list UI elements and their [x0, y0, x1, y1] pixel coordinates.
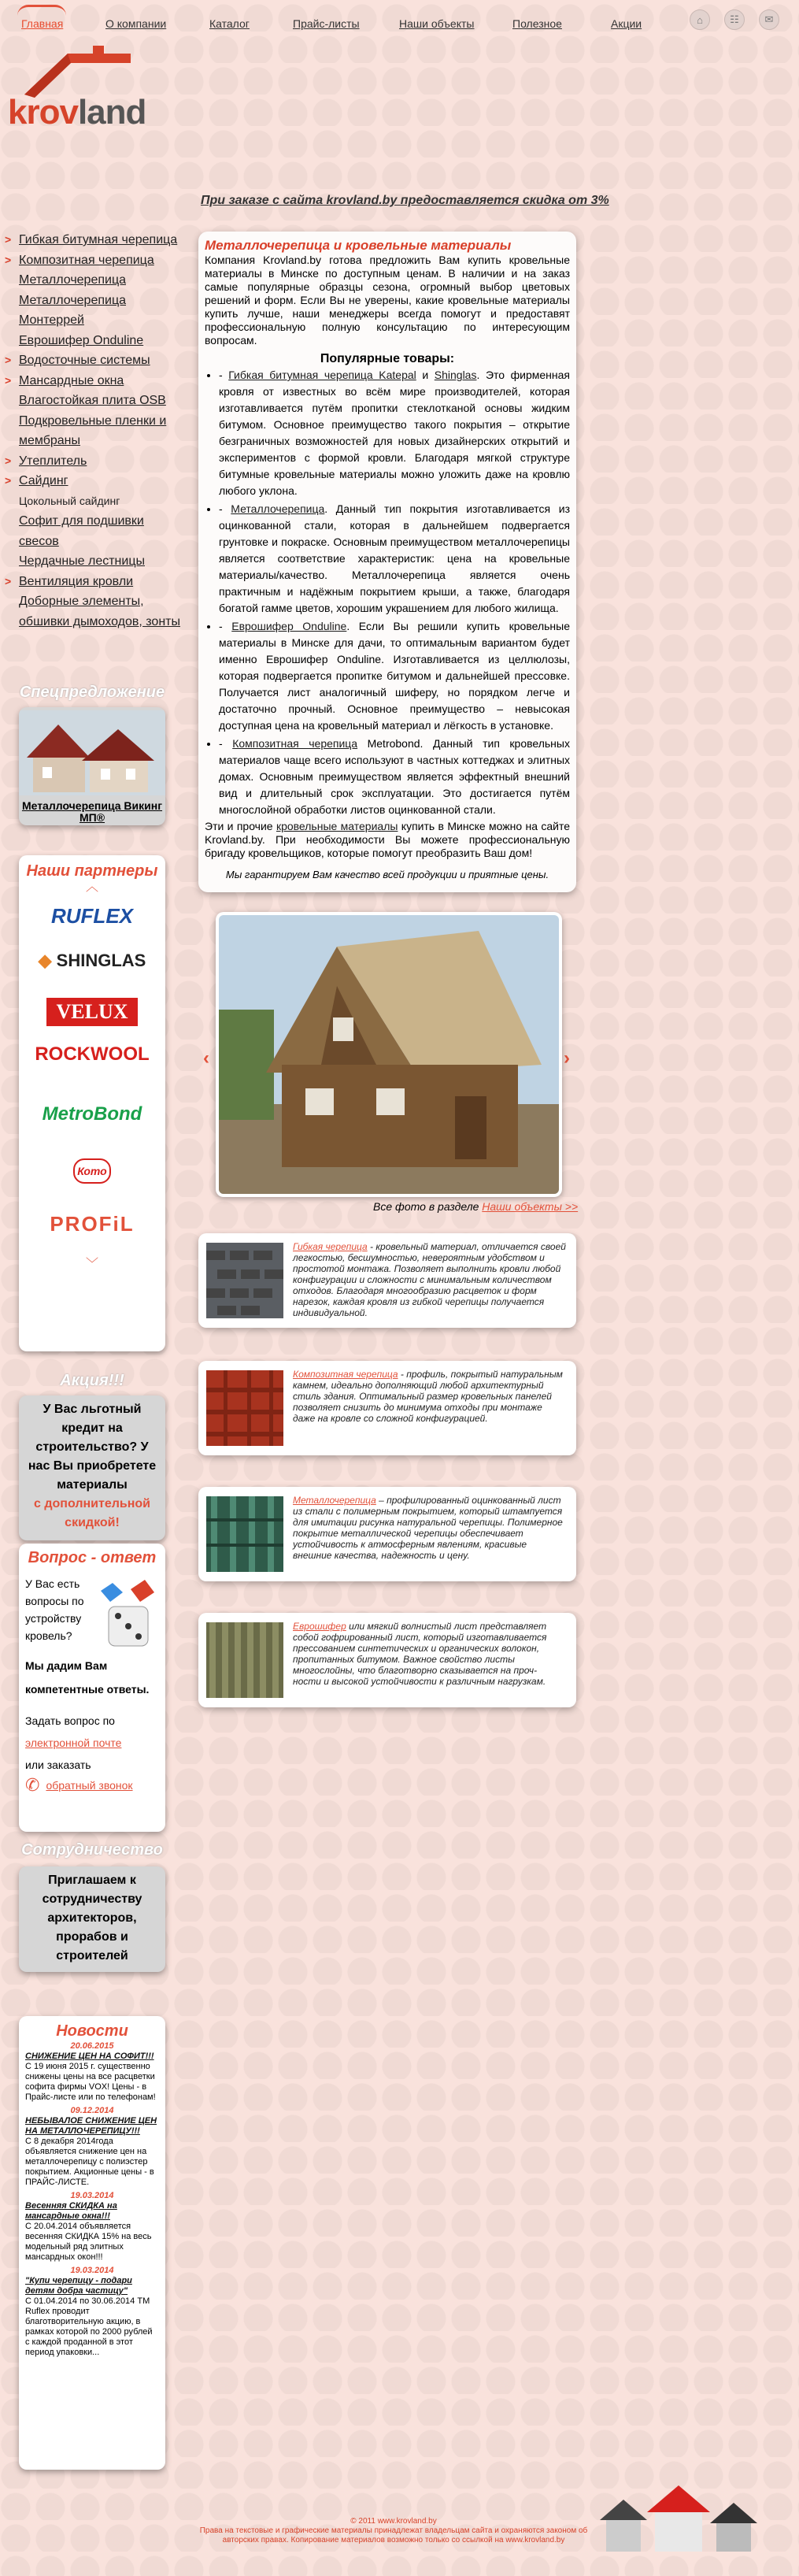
partner-logo-rockwool[interactable]: ROCKWOOL	[35, 1043, 150, 1065]
product-description	[293, 1369, 567, 1424]
logo-text-land: land	[77, 93, 146, 132]
partner-logo-profil[interactable]: PROFiL	[50, 1212, 135, 1236]
popular-heading: Популярные товары:	[320, 352, 455, 365]
text: . Если Вы решили купить кровельные материалы в Минске для дачи, то оптимальным вариантом будет именно Еврошифер Onduline. Изготавливается из целлюлозы, которая подвергается пропитке битумом и дальнейшей прессовке. Получается лист аналогичный шиферу, но порядком легче и достаточно прочный. Основное преимущество – невысокая доступная цена на кровельный материал и лёгкость в установке.	[219, 620, 570, 732]
arrow-icon: >	[5, 474, 12, 487]
list-item: • - Металлочерепица. Данный тип покрытия изготавливается из оцинкованной стали, которая в дальнейшем подвергается грунтовке и покраске. Основным преимуществом металлочерепицы является соответствие характеристик: цена на кровельные материалы/качество. Металлочерепица является очень практичным и надёжным покрытием крыши, а также, благодаря богатой гамме цветов, хорошим украшением для любого жилища.	[219, 501, 570, 617]
outro-text	[205, 820, 570, 860]
sidebar-item[interactable]: Монтеррей	[19, 313, 84, 327]
qa-or-label: или заказать	[25, 1759, 91, 1771]
news-link[interactable]: НЕБЫВАЛОЕ СНИЖЕНИЕ ЦЕН НА МЕТАЛЛОЧЕРЕПИЦУ!!!	[25, 2116, 157, 2136]
page-title: Металлочерепица и кровельные материалы	[205, 238, 512, 253]
actions-title: Акция!!!	[60, 1372, 124, 1389]
sidebar-item[interactable]	[0, 371, 187, 391]
slider-prev-icon[interactable]: ‹	[203, 1047, 209, 1069]
partner-logo-metrobond[interactable]: MetroBond	[42, 1103, 142, 1125]
special-offer-box[interactable]	[19, 707, 165, 825]
coop-text: Приглашаем к сотрудничеству архитекторов, прорабов и строителей	[42, 1874, 142, 1963]
sidebar-item-label: Вентиляция кровли	[19, 574, 134, 588]
nav-active-indicator	[17, 5, 66, 16]
sidebar-item[interactable]	[0, 230, 187, 250]
house-photo	[219, 915, 559, 1194]
special-offer-product[interactable]: Металлочерепица Викинг МП®	[21, 799, 163, 824]
nav-about[interactable]: О компании	[105, 17, 167, 30]
news-box	[19, 2016, 165, 2470]
photo-slider[interactable]	[216, 912, 562, 1197]
news-text: С 20.04.2014 объявляется весенняя СКИДКА 15% на весь модельный ряд элитных мансардных окон!!!	[25, 2222, 152, 2262]
guarantee-text: Мы гарантируем Вам качество всей продукции и приятные цены.	[225, 869, 549, 880]
sidebar-item-label: Мансардные окна	[19, 373, 124, 387]
text: Metrobond. Данный тип кровельных материалов чаще всего используют в частных коттеджах и элитных домах. Основным преимуществом является эффектный внешний вид и длительный срок эксплуатации. Это достигается путём многослойной обработки листов оцинкованной стали.	[219, 737, 570, 816]
intro-text: Компания Krovland.by готова предложить Вам купить кровельные материалы в Минске по доступным ценам. В наличии и на заказ самые популярные образцы сезона, огромный выбор цветовых решений и форм. Если Вы не уверены, какие кровельные материалы купить лучше, наши менеджеры всегда помогут и предоставят профессиональную полную консультацию по интересующим вопросам.	[205, 254, 570, 347]
qa-title: Вопрос - ответ	[28, 1549, 157, 1566]
news-item	[25, 2106, 159, 2188]
partner-logo-shinglas[interactable]	[19, 951, 165, 971]
text: . Это фирменная кровля от известных во всём мире производителей, которая изготавливается путём пропитки стеклотканой основы жидким битумом. Основное преимущество такого покрытия – открытие безграничных возможностей для новых дизайнерских открытий и экспериментов с формой кровли. Благодаря мягкой структуре битумные кровельные материалы можно уложить даже на кровлю любого уклона.	[219, 369, 570, 497]
product-card[interactable]	[198, 1361, 576, 1455]
slider-next-icon[interactable]: ›	[564, 1047, 570, 1069]
link-roofing-materials[interactable]: кровельные материалы	[276, 820, 398, 832]
product-link[interactable]: Композитная черепица	[293, 1369, 398, 1380]
arrow-icon: >	[5, 233, 12, 246]
news-item	[25, 2266, 159, 2358]
sidebar-item[interactable]	[0, 471, 187, 491]
news-item	[25, 2041, 159, 2103]
sidebar-item[interactable]: Еврошифер Onduline	[19, 333, 144, 347]
news-title: Новости	[56, 2022, 128, 2040]
text: Все фото в разделе	[373, 1200, 483, 1213]
sidebar-item-label: Утеплитель	[19, 454, 87, 468]
coop-box[interactable]	[19, 1866, 165, 1972]
product-card[interactable]	[198, 1487, 576, 1581]
text: купить в Минске можно на сайте Krovland.by. При необходимости Вы можете профессиональную бригаду кровельщиков, которые помогут преобразить Ваш дом!	[205, 820, 571, 859]
partner-logo-velux[interactable]: VELUX	[46, 998, 138, 1026]
sidebar-item[interactable]: Софит для подшивки свесов	[19, 514, 144, 548]
arrow-icon: >	[5, 253, 12, 266]
qa-email-link[interactable]: электронной почте	[25, 1736, 122, 1749]
text: Эти и прочие	[205, 820, 276, 832]
text: – профилированный оцинкованный лист из стали с полимерным покрытием, который штампуется для имитации рисунка натуральной черепицы. Полимерное покрытие металлической черепицы обеспечивает устойчивость к атмосферным явлениям, красивые внешние качества, надежность и цену.	[293, 1495, 563, 1561]
photo-caption	[373, 1200, 578, 1213]
news-text: С 01.04.2014 по 30.06.2014 ТМ Ruflex проводит благотворительную акцию, в рамках которой по 2000 рублей с каждой проданной в этот период упаковки...	[25, 2296, 153, 2357]
sidebar-item-label: Сайдинг	[19, 474, 68, 487]
product-image	[19, 710, 165, 795]
text: - профиль, покрытый натуральным камнем, идеально дополняющий любой архитектурный стиль здания. Оптимальный размер кровельных панелей позволяет снизить до минимума отходы при монтаже даже на кровле со сложной конфигурацией.	[293, 1369, 563, 1424]
partner-logo-koto[interactable]: Кото	[73, 1158, 111, 1184]
news-link[interactable]: "Купи черепицу - подари детям добра частицу"	[25, 2276, 132, 2296]
dice-icon	[93, 1575, 164, 1654]
news-link[interactable]: Весенняя СКИДКА на мансардные окна!!!	[25, 2201, 117, 2221]
sidebar-item-label: Водосточные системы	[19, 354, 150, 367]
objects-link[interactable]: Наши объекты >>	[482, 1200, 579, 1213]
news-date: 20.06.2015	[70, 2041, 114, 2051]
product-thumbnail	[206, 1496, 283, 1572]
qa-ask-label: Задать вопрос по	[25, 1714, 115, 1727]
product-description	[293, 1495, 567, 1561]
product-thumbnail	[206, 1243, 283, 1318]
list-item: • - Композитная черепица Metrobond. Данный тип кровельных материалов чаще всего используют в частных коттеджах и элитных домах. Основным преимуществом является эффектный внешний вид и длительный срок эксплуатации. Это достигается путём многослойной обработки листов оцинкованной стали.	[219, 736, 570, 818]
sidebar-item[interactable]: Металлочерепица	[19, 293, 127, 307]
partners-title: Наши партнеры	[26, 862, 158, 880]
arrow-icon: >	[5, 454, 12, 467]
special-offer-title: Спецпредложение	[19, 684, 165, 701]
list-item: • - Гибкая битумная черепица Katepal и Shinglas. Это фирменная кровля от известных во всём мире производителей, которая изготавливается путём пропитки стеклотканой основы жидким битумом. Основное преимущество такого покрытия – открытие безграничных возможностей для новых дизайнерских открытий и экспериментов с формой кровли. Благодаря мягкой структуре битумные кровельные материалы можно уложить даже на кровлю любого уклона.	[219, 367, 570, 499]
sidebar-item[interactable]: Подкровельные пленки и мембраны	[19, 413, 167, 447]
list-item: • - Еврошифер Onduline. Если Вы решили купить кровельные материалы в Минске для дачи, то оптимальным вариантом будет именно Еврошифер Onduline. Изготавливается из целлюлозы, которая подвергается пропитке битумом и дальнейшей прессовке. Получается лист аналогичный шиферу, но порядком легче и достаточно прочный. Основное преимущество – невысокая доступная цена на кровельный материал и лёгкость в установке.	[219, 618, 570, 734]
footer	[181, 2517, 606, 2545]
news-text: С 8 декабря 2014года объявляется снижение цен на металлочерепицу с полиэстер покрытием. Акционные цены - в ПРАЙС-ЛИСТЕ.	[25, 2137, 154, 2187]
sidebar-item[interactable]	[0, 350, 187, 371]
callback-link[interactable]: обратный звонок	[46, 1779, 133, 1792]
logo[interactable]	[8, 46, 177, 132]
product-link[interactable]: Гибкая черепица	[293, 1241, 368, 1252]
qa-box	[19, 1544, 165, 1832]
product-description	[293, 1241, 567, 1318]
arrow-icon: >	[5, 354, 12, 366]
chevron-up-icon[interactable]: ︿	[85, 880, 98, 894]
main-content	[198, 232, 576, 892]
text: и	[416, 369, 435, 381]
phone-icon: ✆	[25, 1775, 40, 1795]
footer-copyright: © 2011 www.krovland.by	[350, 2517, 437, 2526]
sidebar-item-label: Композитная черепица	[19, 253, 154, 267]
nav-useful[interactable]: Полезное	[512, 17, 562, 30]
sidebar-item[interactable]: Доборные элементы, обшивки дымоходов, зонты	[19, 595, 180, 628]
coop-title: Сотрудничество	[21, 1841, 163, 1859]
sidebar-item[interactable]: Чердачные лестницы	[19, 554, 145, 568]
product-link[interactable]: Металлочерепица	[293, 1495, 376, 1506]
sidebar-item[interactable]: Металлочерепица	[19, 273, 127, 287]
news-date: 19.03.2014	[70, 2266, 114, 2275]
sidebar-item[interactable]: Влагостойкая плита OSB	[19, 394, 166, 407]
actions-text: У Вас льготный кредит на строительство? У нас Вы приобретете материалы	[28, 1403, 157, 1492]
link-shinglas[interactable]: Shinglas	[434, 369, 477, 381]
logo-text-krov: krov	[8, 93, 78, 132]
shinglas-icon: ◆	[38, 951, 52, 970]
sidebar-item[interactable]	[0, 572, 187, 592]
partner-logo-shinglas-text: SHINGLAS	[56, 951, 146, 970]
product-thumbnail	[206, 1622, 283, 1698]
sidebar-menu	[0, 230, 187, 632]
text: . Данный тип покрытия изготавливается из оцинкованной стали, которая в дальнейшем подвергается грунтовке и покраске. Основным преимуществом металлочерепицы является соответствие характеристик: цена на кровельные материалы/качество. Металлочерепица является очень практичным и надёжным покрытием крыши, а также, благодаря богатой гамме цветов, хорошим украшением для любого жилища.	[219, 502, 570, 614]
actions-highlight: с дополнительной скидкой!	[34, 1497, 150, 1529]
link-composite-tile[interactable]: Композитная черепица	[232, 737, 358, 750]
news-date: 19.03.2014	[70, 2191, 114, 2200]
sitemap-icon[interactable]: ☷	[724, 9, 745, 30]
qa-question: У Вас есть вопросы по устройству кровель?	[25, 1577, 84, 1642]
link-flexible-tile[interactable]: Гибкая битумная черепица Katepal	[228, 369, 416, 381]
news-link[interactable]: СНИЖЕНИЕ ЦЕН НА СОФИТ!!!	[25, 2052, 154, 2061]
news-item	[25, 2191, 159, 2263]
qa-answer: Мы дадим Вам компетентные ответы.	[25, 1659, 150, 1696]
sidebar-item[interactable]: Цокольный сайдинг	[19, 494, 120, 507]
houses-icon	[592, 2481, 765, 2559]
nav-actions[interactable]: Акции	[611, 17, 642, 30]
product-description	[293, 1621, 567, 1687]
nav-prices[interactable]: Прайс-листы	[293, 17, 360, 30]
product-link[interactable]: Еврошифер	[293, 1621, 346, 1632]
top-navigation	[0, 0, 799, 35]
sidebar-item-label: Гибкая битумная черепица	[19, 233, 178, 246]
partner-logo-ruflex[interactable]: RUFLEX	[51, 904, 133, 928]
product-thumbnail	[206, 1370, 283, 1446]
promo-link[interactable]: При заказе с сайта krovland.by предоставляется скидка от 3%	[201, 194, 609, 207]
product-card[interactable]	[198, 1613, 576, 1707]
arrow-icon: >	[5, 574, 12, 587]
footer-rights: Права на текстовые и графические материалы принадлежат владельцам сайта и охраняются законом об авторских правах. Копирование материалов возможно только со ссылкой на www.krovland.by	[199, 2526, 588, 2544]
chevron-down-icon[interactable]: ﹀	[85, 1258, 98, 1271]
news-date: 09.12.2014	[70, 2106, 114, 2115]
sidebar-item[interactable]	[0, 451, 187, 472]
text: или мягкий волнистый лист представляет собой гофрированный лист, который изготавливается прессованием синтетических и органических волокон, пропитанных битумом. Важное свойство листы многослойны, что благотворно сказывается на проч- ности и высокой устойчивости к различным нагрузкам.	[293, 1621, 547, 1687]
product-card[interactable]	[198, 1233, 576, 1328]
home-icon[interactable]: ⌂	[690, 9, 710, 30]
sidebar-item[interactable]	[0, 250, 187, 271]
callback-row[interactable]	[25, 1777, 159, 1794]
actions-box[interactable]	[19, 1395, 165, 1540]
nav-catalog[interactable]: Каталог	[209, 17, 250, 30]
news-text: С 19 июня 2015 г. существенно снижены цены на все расцветки софита фирмы VOX! Цены - в Прайс-листе или по телефонам!	[25, 2062, 156, 2102]
link-onduline[interactable]: Еврошифер Onduline	[231, 620, 347, 632]
mail-icon[interactable]: ✉	[759, 9, 779, 30]
partners-box	[19, 855, 165, 1351]
arrow-icon: >	[5, 373, 12, 387]
link-metal-tile[interactable]: Металлочерепица	[231, 502, 325, 515]
nav-home[interactable]: Главная	[21, 17, 64, 30]
text: - кровельный материал, отличается своей легкостью, бесшумностью, невероятным удобством и простотой монтажа. Позволяет выполнить кровли любой конфигурации и сложности с минимальным количеством отходов. Благодаря многообразию расцветок и форм нарезок, каждая кровля из гибкой черепицы получается индивидуальной.	[293, 1241, 566, 1318]
popular-list	[219, 367, 570, 818]
nav-objects[interactable]: Наши объекты	[399, 17, 475, 30]
